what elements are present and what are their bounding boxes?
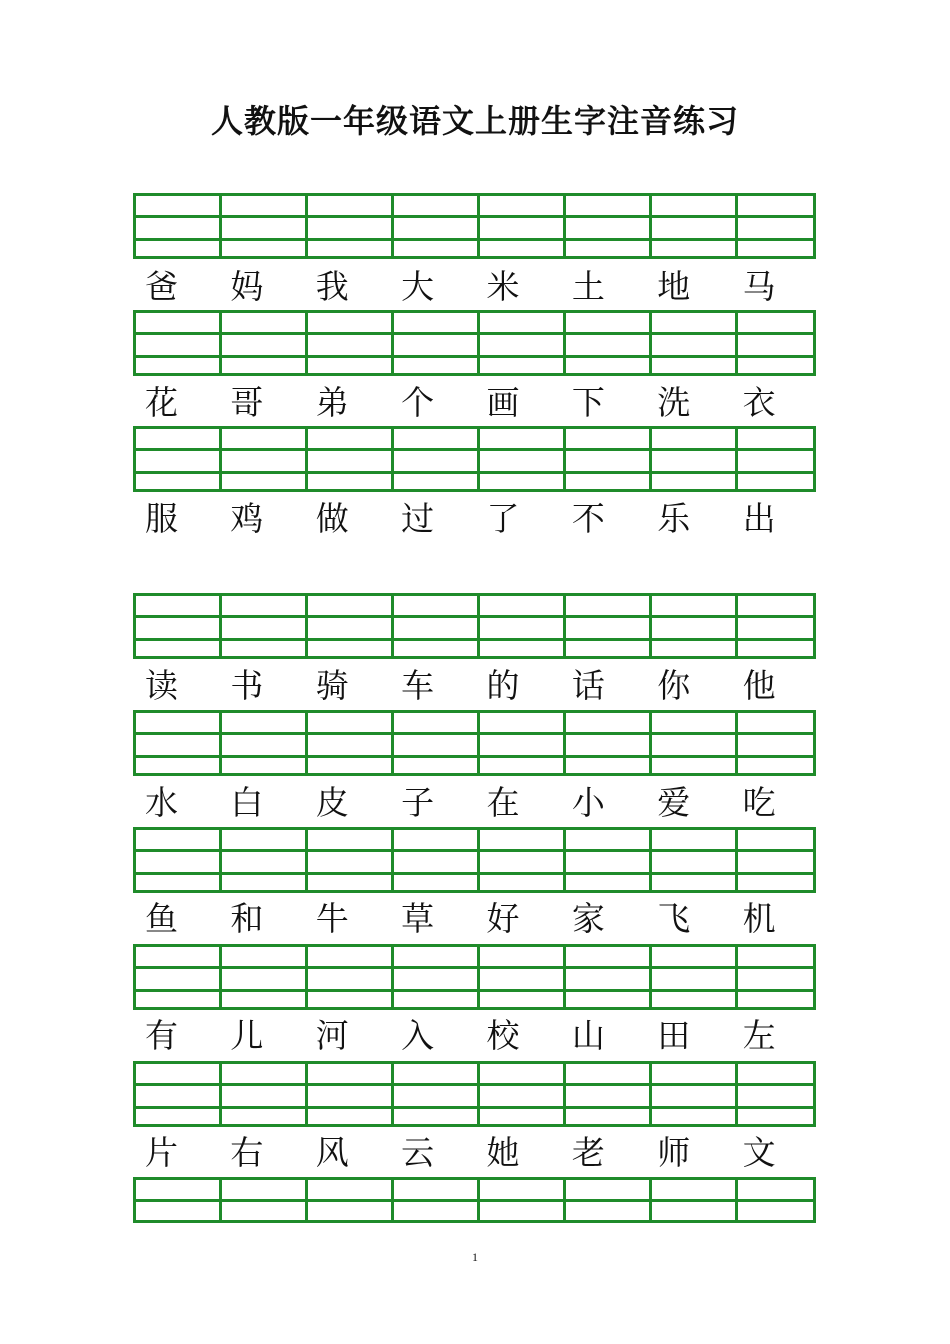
- hanzi: 在: [486, 783, 520, 822]
- hanzi: 和: [230, 899, 264, 938]
- hanzi: 爱: [657, 783, 691, 822]
- hanzi: 片: [145, 1133, 178, 1172]
- hanzi: 地: [657, 267, 691, 306]
- hanzi: 话: [571, 666, 605, 705]
- hanzi: 的: [486, 666, 520, 705]
- hanzi: 云: [401, 1133, 435, 1172]
- char-row: [133, 1130, 816, 1176]
- hanzi: 有: [145, 1016, 178, 1055]
- page-title: 人教版一年级语文上册生字注音练习: [210, 102, 739, 140]
- pinyin-grid[interactable]: [133, 1061, 816, 1127]
- hanzi: 出: [742, 499, 776, 538]
- hanzi: 小: [571, 783, 605, 822]
- hanzi: 了: [486, 499, 520, 538]
- hanzi: 水: [145, 783, 178, 822]
- hanzi: 乐: [657, 499, 691, 538]
- char-row: [133, 496, 816, 542]
- hanzi: 个: [401, 383, 435, 422]
- hanzi: 下: [571, 383, 605, 422]
- hanzi: 田: [657, 1016, 691, 1055]
- hanzi: 飞: [657, 899, 691, 938]
- hanzi: 牛: [315, 899, 349, 938]
- pinyin-grid[interactable]: [133, 944, 816, 1010]
- pinyin-grid[interactable]: [133, 426, 816, 492]
- hanzi: 文: [742, 1133, 776, 1172]
- char-row: [133, 663, 816, 709]
- hanzi: 爸: [145, 267, 178, 306]
- hanzi: 河: [315, 1016, 349, 1055]
- hanzi: 服: [145, 499, 178, 538]
- char-row: [133, 896, 816, 942]
- pinyin-grid[interactable]: [133, 827, 816, 893]
- hanzi: 衣: [742, 383, 776, 422]
- hanzi: 土: [571, 267, 605, 306]
- pinyin-grid[interactable]: [133, 710, 816, 776]
- pinyin-grid[interactable]: [133, 593, 816, 659]
- hanzi: 画: [486, 383, 520, 422]
- char-row: [133, 380, 816, 426]
- hanzi: 左: [742, 1016, 776, 1055]
- hanzi: 风: [315, 1133, 349, 1172]
- char-row: [133, 264, 816, 310]
- hanzi: 花: [145, 383, 178, 422]
- hanzi: 书: [230, 666, 264, 705]
- hanzi: 我: [315, 267, 349, 306]
- pinyin-grid[interactable]: [133, 310, 816, 376]
- hanzi: 马: [742, 267, 776, 306]
- hanzi: 老: [571, 1133, 605, 1172]
- hanzi: 子: [401, 783, 435, 822]
- hanzi: 洗: [657, 383, 691, 422]
- hanzi: 儿: [230, 1016, 264, 1055]
- hanzi: 读: [145, 666, 178, 705]
- hanzi: 好: [486, 899, 520, 938]
- hanzi: 家: [571, 899, 605, 938]
- hanzi: 米: [486, 267, 520, 306]
- hanzi: 你: [657, 666, 691, 705]
- char-row: [133, 1013, 816, 1059]
- hanzi: 山: [571, 1016, 605, 1055]
- hanzi: 皮: [315, 783, 349, 822]
- hanzi: 鱼: [145, 899, 178, 938]
- hanzi: 白: [230, 783, 264, 822]
- hanzi: 他: [742, 666, 776, 705]
- char-row: [133, 780, 816, 826]
- pinyin-grid[interactable]: [133, 1177, 816, 1223]
- hanzi: 不: [571, 499, 605, 538]
- hanzi: 机: [742, 899, 776, 938]
- hanzi: 车: [401, 666, 435, 705]
- pinyin-grid[interactable]: [133, 193, 816, 259]
- hanzi: 吃: [742, 783, 776, 822]
- hanzi: 师: [657, 1133, 691, 1172]
- hanzi: 做: [315, 499, 349, 538]
- hanzi: 校: [486, 1016, 520, 1055]
- hanzi: 骑: [315, 666, 349, 705]
- hanzi: 入: [401, 1016, 435, 1055]
- hanzi: 哥: [230, 383, 264, 422]
- hanzi: 大: [401, 267, 435, 306]
- hanzi: 草: [401, 899, 435, 938]
- page-number: 1: [472, 1250, 478, 1264]
- hanzi: 鸡: [230, 499, 264, 538]
- hanzi: 右: [230, 1133, 264, 1172]
- hanzi: 过: [401, 499, 435, 538]
- hanzi: 弟: [315, 383, 349, 422]
- hanzi: 妈: [230, 267, 264, 306]
- hanzi: 她: [486, 1133, 520, 1172]
